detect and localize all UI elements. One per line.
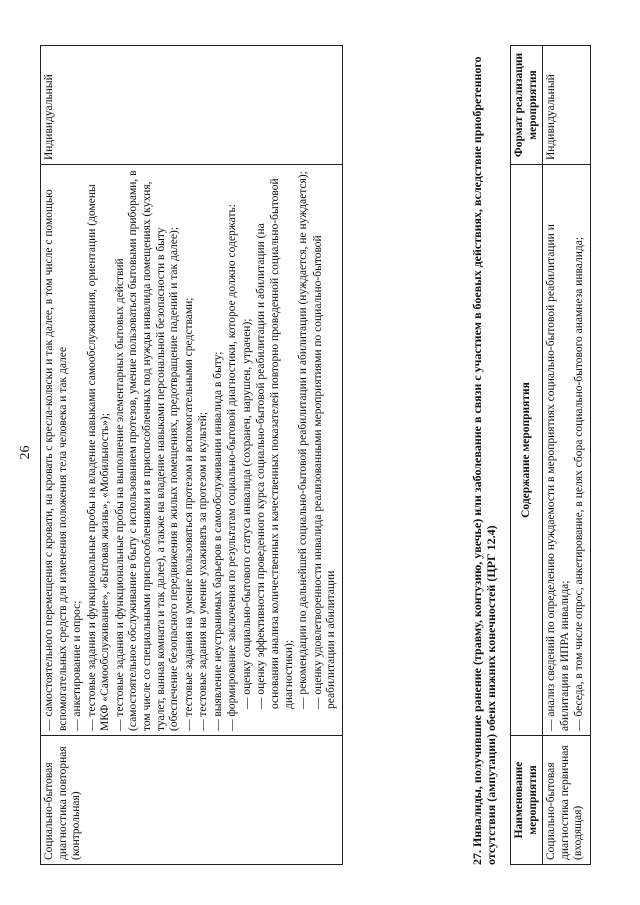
activities-table xyxy=(510,45,591,865)
list-item: — тестовые задания на умение ухаживать за протезом и культей; xyxy=(197,411,210,731)
format-cell: Индивидуальный xyxy=(543,46,591,165)
activity-name-cell: Социально-бытовая диагностика повторная (контрольная) xyxy=(41,736,343,865)
activities-table-continued xyxy=(40,45,343,865)
list-item: — анкетирование и опрос; xyxy=(71,600,84,731)
page-number: 26 xyxy=(18,445,33,460)
list-item: — анализ сведений по определению нуждаемости в мероприятиях социально-бытовой реабилитации и абилитации в ИПРА инвалида; xyxy=(545,224,571,731)
list-item: — рекомендации по дальнейшей социально-бытовой реабилитации и абилитации (нуждается, не нуждается); xyxy=(297,171,310,709)
list-item: — выявление неустранимых барьеров в самообслуживании инвалида в быту; xyxy=(211,351,224,731)
list-item: — самостоятельного перемещения с кровати, на кровать с кресла-коляски и так далее, в том числе с помощью вспомогательных средств для изменения положения тела человека и так далее xyxy=(43,189,69,731)
list-item: — тестовые задания на умение пользоваться протезом и вспомогательными средствами; xyxy=(182,297,195,731)
list-item: — оценку удовлетворенности инвалида реализованными мероприятиями по социально-бытовой реабилитации и абилитации xyxy=(311,235,338,709)
header-activity-content: Содержание мероприятия xyxy=(511,165,543,736)
table-row xyxy=(41,46,343,865)
table-row xyxy=(543,46,591,865)
list-item: — формирование заключения по результатам социально-бытовой диагностики, которое должно содержать: xyxy=(226,204,239,731)
activity-content-cell xyxy=(41,165,343,736)
activity-name-cell: Социально-бытовая диагностика первичная (входящая) xyxy=(543,736,591,865)
list-item: — тестовые задания и функциональные пробы на выполнение элементарных бытовых действий (самостоятельное обслуживание в быту с использованием протезов, умение пользоваться бытовыми приборами, в том числе со специальными приспособлениями и в приспособленных под нужды инвалида помещениях (кухня, туалет, ванная комната и так далее), а также на владение навыками персональной безопасности в быту (обеспечение безопасного передвижения в жилых помещениях, предотвращение падений и так далее); xyxy=(113,170,181,731)
list-item: — оценку эффективности проведенного курса социально-бытовой реабилитации и абилитации (на основании анализа количественных и качественных показателей повторно проведенной социально-бытовой диагностики); xyxy=(255,178,295,709)
header-activity-name: Наименование мероприятия xyxy=(511,736,543,865)
section-heading: 27. Инвалиды, получившие ранение (травму, контузию, увечье) или заболевание в связи с участием в боевых действиях, вследствие приобретенного отсутствия (ампутации) обеих нижних конечностей (ЦРГ 12.4) xyxy=(470,56,499,865)
format-cell: Индивидуальный xyxy=(41,46,343,165)
list-item: — беседа, в том числе опрос, анкетирование, в целях сбора социально-бытового анамнеза инвалида; xyxy=(573,236,586,731)
header-format: Формат реализации мероприятия xyxy=(511,46,543,165)
header-row xyxy=(511,46,543,865)
list-item: — оценку социально-бытового статуса инвалида (сохранен, нарушен, утрачен); xyxy=(240,318,253,709)
activity-content-cell xyxy=(543,165,591,736)
list-item: — тестовые задания и функциональные пробы на владение навыками самообслуживания, ориентации (домены МКФ «Самообслуживание», «Бытовая жизнь», «Мобильность»); xyxy=(85,184,112,731)
